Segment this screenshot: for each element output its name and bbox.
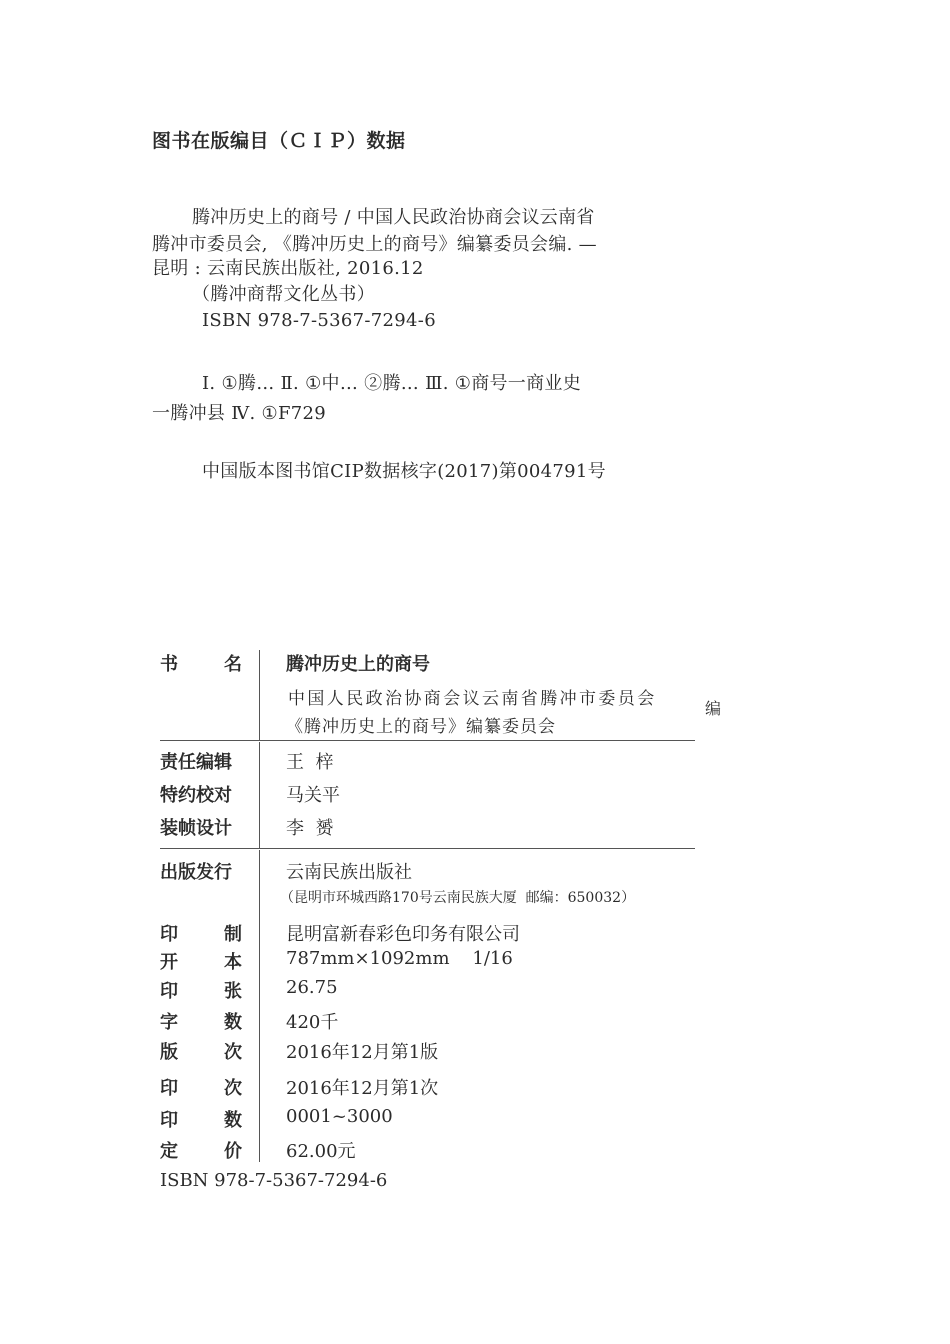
spec-label-char: 次	[224, 1042, 242, 1063]
spec-label-char: 数	[224, 1012, 242, 1033]
publisher-label: 出版发行	[160, 862, 232, 883]
proofreader: 马关平	[286, 785, 340, 806]
book-title: 腾冲历史上的商号	[286, 654, 430, 675]
cip-classification-2: 一腾冲县 Ⅳ. ①F729	[152, 403, 327, 424]
spec-printer: 昆明富新春彩色印务有限公司	[286, 924, 520, 945]
spec-label-char: 次	[224, 1078, 242, 1099]
cip-line-2: 腾冲市委员会, 《腾冲历史上的商号》编纂委员会编. —	[152, 234, 597, 255]
spec-label-char: 印	[160, 1110, 178, 1131]
cip-line-3: 昆明 : 云南民族出版社, 2016.12	[152, 258, 424, 279]
spec-label-char: 版	[160, 1042, 178, 1063]
editor-1: 中国人民政治协商会议云南省腾冲市委员会	[288, 689, 657, 709]
spec-label-format	[160, 948, 242, 974]
cip-series: （腾冲商帮文化丛书）	[192, 284, 375, 305]
editor-2: 《腾冲历史上的商号》编纂委员会	[286, 717, 556, 737]
spec-label-char: 数	[224, 1110, 242, 1131]
spec-label-edition	[160, 1038, 242, 1064]
spec-label-char: 印	[160, 981, 178, 1002]
divider-horizontal	[160, 740, 695, 741]
spec-label-char: 印	[160, 924, 178, 945]
spec-label-char: 定	[160, 1141, 178, 1162]
spec-edition: 2016年12月第1版	[286, 1042, 439, 1063]
divider-vertical	[259, 850, 260, 1162]
spec-label-price	[160, 1137, 242, 1163]
spec-label-printer	[160, 920, 242, 946]
spec-label-char: 字	[160, 1012, 178, 1033]
cip-classification-1: Ⅰ. ①腾… Ⅱ. ①中… ②腾… Ⅲ. ①商号一商业史	[202, 373, 582, 394]
spec-printing: 2016年12月第1次	[286, 1078, 439, 1099]
responsible-editor-label: 责任编辑	[160, 752, 232, 773]
spec-label-char: 本	[224, 952, 242, 973]
divider-horizontal	[160, 848, 695, 849]
title-label-char: 书	[160, 654, 178, 675]
cip-isbn: ISBN 978-7-5367-7294-6	[202, 310, 436, 331]
spec-sheets: 26.75	[286, 977, 338, 998]
divider-vertical	[259, 650, 260, 740]
spec-label-words	[160, 1008, 242, 1034]
designer: 李 赟	[286, 818, 334, 839]
title-label	[160, 650, 242, 676]
spec-label-char: 印	[160, 1078, 178, 1099]
editors-role: 编	[705, 699, 722, 718]
spec-format: 787mm×1092mm 1/16	[286, 948, 513, 969]
spec-label-sheets	[160, 977, 242, 1003]
cip-heading: 图书在版编目（ＣＩＰ）数据	[152, 130, 406, 152]
spec-label-char: 张	[224, 981, 242, 1002]
responsible-editor: 王 梓	[286, 752, 334, 773]
spec-copies: 0001~3000	[286, 1106, 393, 1127]
spec-label-char: 价	[224, 1141, 242, 1162]
spec-label-char: 制	[224, 924, 242, 945]
publisher: 云南民族出版社	[286, 862, 412, 883]
spec-words: 420千	[286, 1012, 339, 1033]
spec-price: 62.00元	[286, 1141, 356, 1162]
title-label-char: 名	[224, 654, 242, 675]
isbn: ISBN 978-7-5367-7294-6	[160, 1170, 388, 1191]
spec-label-char: 开	[160, 952, 178, 973]
cip-line-1: 腾冲历史上的商号 / 中国人民政治协商会议云南省	[192, 207, 595, 228]
designer-label: 装帧设计	[160, 818, 232, 839]
publisher-address: （昆明市环城西路170号云南民族大厦 邮编：650032）	[280, 890, 636, 906]
proofreader-label: 特约校对	[160, 785, 232, 806]
divider-vertical	[259, 742, 260, 848]
cip-approval-number: 中国版本图书馆CIP数据核字(2017)第004791号	[202, 461, 606, 482]
spec-label-printing	[160, 1074, 242, 1100]
spec-label-copies	[160, 1106, 242, 1132]
